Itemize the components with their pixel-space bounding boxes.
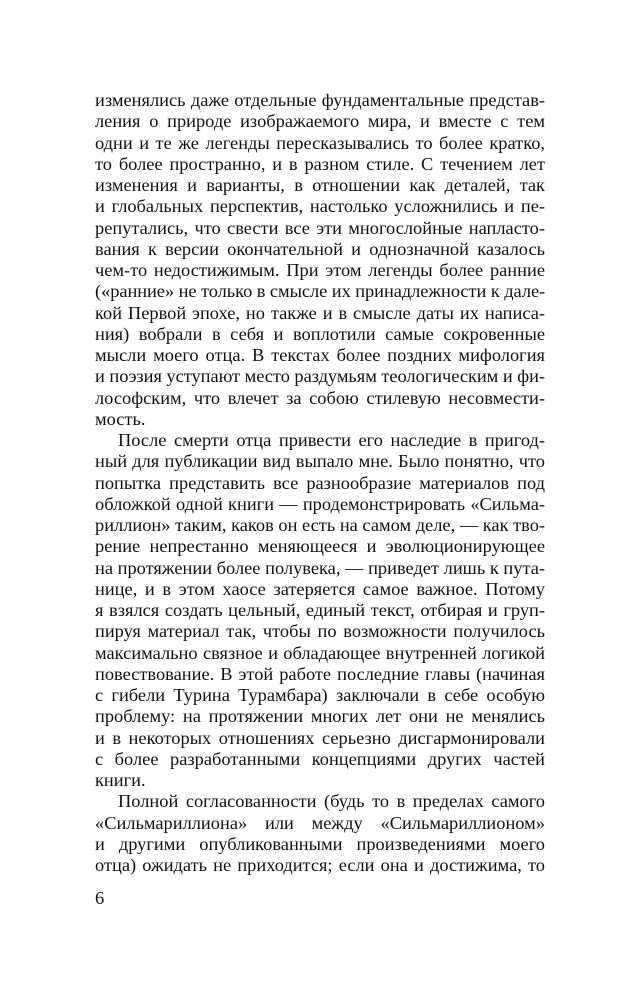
text-line: репутались, что свести все эти многослойные напласто- [95, 217, 545, 238]
text-line: Полной согласованности (будь то в пределах самого [118, 791, 545, 812]
text-line: пируя материал так, чтобы по возможности получилось [95, 621, 545, 642]
text-line: ный для публикации вид выпало мне. Было понятно, что [95, 451, 545, 472]
text-line: проблему: на протяжении многих лет они не менялись [95, 706, 545, 727]
text-line: я взялся создать цельный, единый текст, отбирая и груп- [95, 600, 545, 620]
text-line: «Сильмариллиона» или между «Сильмариллионом» [95, 812, 545, 833]
text-line: максимально связное и обладающее внутренней логикой [95, 642, 545, 663]
text-line: вания к версии окончательной и однозначной казалось [95, 238, 545, 259]
text-line: рение непрестанно меняющееся и эволюционирующее [95, 536, 545, 557]
paragraph [95, 430, 545, 791]
text-line: ления о природе изображаемого мира, и вместе с тем [95, 111, 545, 132]
text-line: и глобальных перспектив, настолько усложнились и пе- [95, 196, 545, 217]
text-line: ния) вобрали в себя и воплотили самые сокровенные [95, 323, 545, 344]
paragraph [95, 90, 545, 430]
text-line: с гибели Турина Турамбара) заключали в себе особую [95, 685, 545, 705]
text-line: нице, и в этом хаосе затеряется самое важное. Потому [95, 578, 545, 599]
text-line: то более пространно, и в разном стиле. С течением лет [95, 153, 545, 174]
page-number: 6 [95, 888, 105, 908]
text-line: одни и те же легенды пересказывались то более кратко, [95, 132, 545, 153]
text-line: книги. [95, 770, 146, 790]
text-line: с более разработанными концепциями других частей [95, 748, 545, 769]
text-line: («ранние» не только в смысле их принадлежности к дале- [95, 281, 546, 302]
text-line: повествование. В этой работе последние главы (начиная [95, 663, 545, 684]
text-line: лософским, что влечет за собою стилевую несовмести- [95, 387, 545, 408]
text-line: мость. [95, 408, 146, 429]
text-line: отца) ожидать не приходится; если она и достижима, то [95, 855, 545, 875]
text-line: обложкой одной книги — продемонстрировать «Сильма- [95, 493, 545, 514]
text-line: После смерти отца привести его наследие в пригод- [118, 430, 545, 450]
paragraph [95, 791, 545, 876]
text-line: и поэзия уступают место раздумьям теологическим и фи- [95, 366, 545, 387]
text-line: изменялись даже отдельные фундаментальные представ- [95, 90, 545, 110]
text-line: кой Первой эпохе, но также и в смысле даты их написа- [95, 302, 545, 323]
text-line: мысли моего отца. В текстах более поздних мифология [95, 345, 545, 365]
text-block [95, 90, 545, 876]
text-line: риллион» таким, каков он есть на самом деле, — как тво- [95, 515, 546, 535]
text-line: изменения и варианты, в отношении как деталей, так [95, 175, 545, 195]
text-line: и другими опубликованными произведениями моего [95, 833, 545, 854]
text-line: чем-то недостижимым. При этом легенды более ранние [95, 260, 545, 280]
text-line: и в некоторых отношениях серьезно дисгармонировали [95, 727, 545, 748]
text-line: на протяжении более полувека, — приведет лишь к пута- [95, 557, 545, 578]
text-line: попытка представить все разнообразие материалов под [95, 472, 545, 493]
